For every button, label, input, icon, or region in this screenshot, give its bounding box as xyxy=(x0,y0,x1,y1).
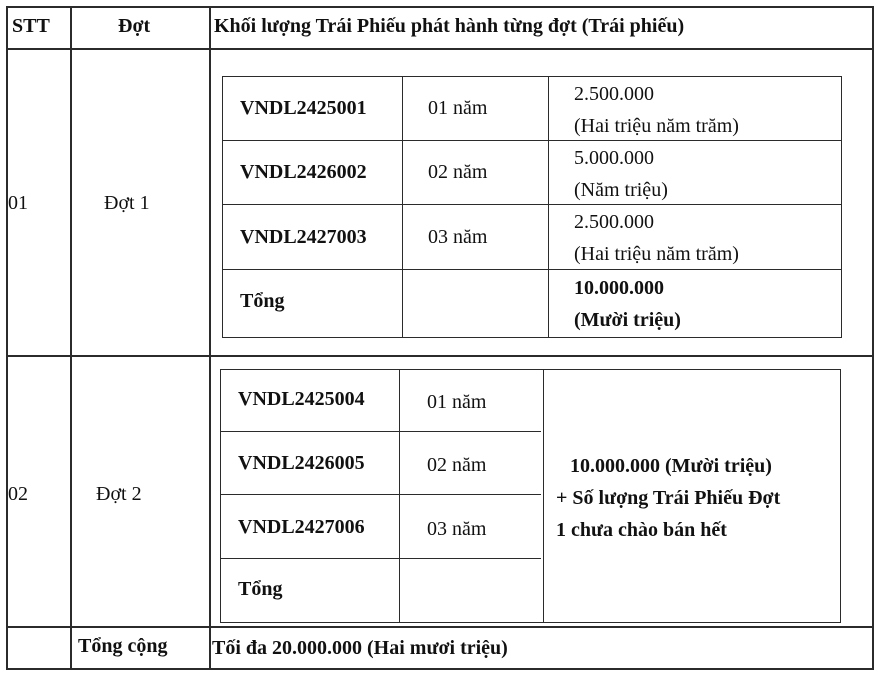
bond-code: VNDL2427006 xyxy=(238,516,365,538)
bond-amount-words: (Hai triệu năm trăm) xyxy=(574,243,739,265)
table-border-top xyxy=(6,6,874,8)
table-border-left xyxy=(6,6,8,670)
header-volume: Khối lượng Trái Phiếu phát hành từng đợt (Trái phiếu) xyxy=(214,15,685,37)
bond-amount: 5.000.000 xyxy=(574,147,654,169)
bond-total-amount: 10.000.000 xyxy=(574,277,664,299)
table-col-rule-2 xyxy=(209,6,211,670)
merged-amount-line: 10.000.000 (Mười triệu) xyxy=(570,455,772,477)
row-stt: 01 xyxy=(8,192,28,214)
bond-term: 01 năm xyxy=(428,97,488,119)
bond-amount-words: (Năm triệu) xyxy=(574,179,668,201)
bond-term: 03 năm xyxy=(427,518,487,540)
merged-amount-line: + Số lượng Trái Phiếu Đợt xyxy=(556,487,781,509)
bond-amount: 2.500.000 xyxy=(574,211,654,233)
bond-code: VNDL2425004 xyxy=(238,388,365,410)
bond-term: 01 năm xyxy=(427,391,487,413)
bond-total-label: Tổng xyxy=(238,578,283,600)
table-rule-row2 xyxy=(6,626,874,628)
table-border-right xyxy=(872,6,874,670)
footer-label: Tổng cộng xyxy=(78,635,168,657)
header-stt: STT xyxy=(12,15,50,37)
header-dot: Đợt xyxy=(118,15,151,37)
bond-code: VNDL2426002 xyxy=(240,161,367,183)
bond-term: 02 năm xyxy=(428,161,488,183)
row-dot: Đợt 2 xyxy=(96,483,142,505)
bond-amount: 2.500.000 xyxy=(574,83,654,105)
table-col-rule-1 xyxy=(70,6,72,670)
table-rule-header xyxy=(6,48,874,50)
bond-total-label: Tổng xyxy=(240,290,285,312)
bond-code: VNDL2427003 xyxy=(240,226,367,248)
merged-amount-line: 1 chưa chào bán hết xyxy=(556,519,727,541)
bond-code: VNDL2426005 xyxy=(238,452,365,474)
table-border-bottom xyxy=(6,668,874,670)
bond-amount-words: (Hai triệu năm trăm) xyxy=(574,115,739,137)
bond-term: 02 năm xyxy=(427,454,487,476)
row-stt: 02 xyxy=(8,483,28,505)
row-dot: Đợt 1 xyxy=(104,192,150,214)
table-rule-row1 xyxy=(6,355,874,357)
bond-code: VNDL2425001 xyxy=(240,97,367,119)
footer-value: Tối đa 20.000.000 (Hai mươi triệu) xyxy=(212,637,508,659)
bond-term: 03 năm xyxy=(428,226,488,248)
bond-total-words: (Mười triệu) xyxy=(574,309,681,331)
